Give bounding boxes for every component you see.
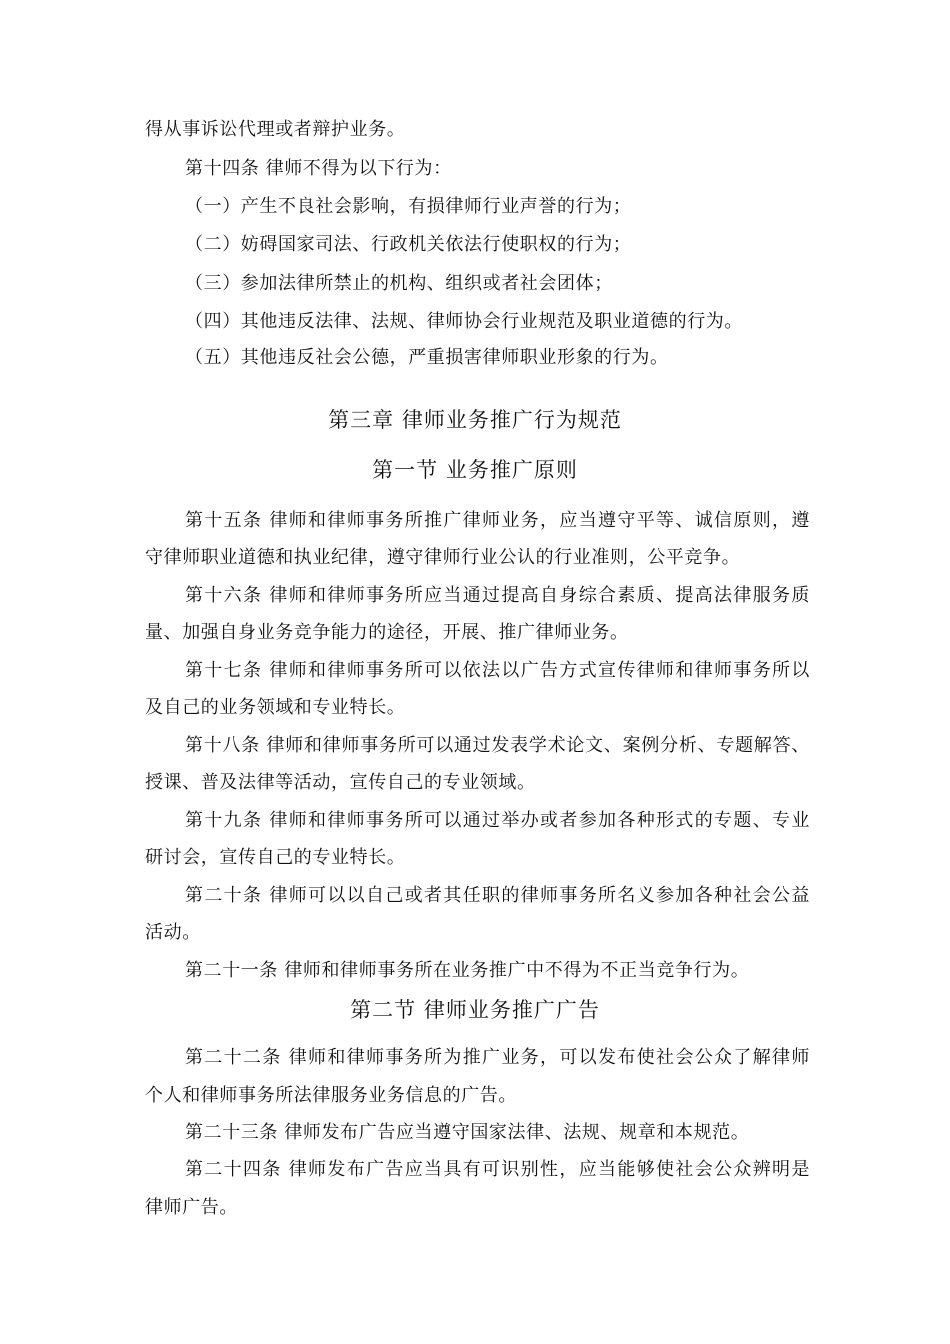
list-item-5: （五）其他违反社会公德，严重损害律师职业形象的行为。 [185, 347, 669, 368]
article-17-line-1: 第十七条 律师和律师事务所可以依法以广告方式宣传律师和律师事务所以 [185, 660, 810, 681]
article-18-line-1: 第十八条 律师和律师事务所可以通过发表学术论文、案例分析、专题解答、 [185, 735, 810, 756]
text-line: 得从事诉讼代理或者辩护业务。 [145, 119, 406, 140]
article-15-line-1: 第十五条 律师和律师事务所推广律师业务，应当遵守平等、诚信原则，遵 [185, 510, 810, 531]
article-24-line-1: 第二十四条 律师发布广告应当具有可识别性，应当能够使社会公众辨明是 [185, 1159, 810, 1180]
list-item-1: （一）产生不良社会影响，有损律师行业声誉的行为； [185, 196, 632, 217]
section-title: 第一节 业务推广原则 [372, 458, 578, 482]
article-18-line-2: 授课、普及法律等活动，宣传自己的专业领域。 [145, 772, 536, 793]
article-22-line-2: 个人和律师事务所法律服务业务信息的广告。 [145, 1085, 517, 1106]
article-22-line-1: 第二十二条 律师和律师事务所为推广业务，可以发布使社会公众了解律师 [185, 1047, 810, 1068]
chapter-title: 第三章 律师业务推广行为规范 [328, 408, 622, 432]
list-item-4: （四）其他违反法律、法规、律师协会行业规范及职业道德的行为。 [185, 311, 743, 332]
article-19-line-1: 第十九条 律师和律师事务所可以通过举办或者参加各种形式的专题、专业 [185, 810, 810, 831]
article-16-line-2: 量、加强自身业务竞争能力的途径，开展、推广律师业务。 [145, 622, 629, 643]
article-24-line-2: 律师广告。 [145, 1197, 238, 1218]
article-21: 第二十一条 律师和律师事务所在业务推广中不得为不正当竞争行为。 [185, 960, 750, 981]
article-20-line-1: 第二十条 律师可以以自己或者其任职的律师事务所名义参加各种社会公益 [185, 885, 810, 906]
list-item-2: （二）妨碍国家司法、行政机关依法行使职权的行为； [185, 234, 632, 255]
article-16-line-1: 第十六条 律师和律师事务所应当通过提高自身综合素质、提高法律服务质 [185, 585, 810, 606]
article-19-line-2: 研讨会，宣传自己的专业特长。 [145, 847, 406, 868]
article-17-line-2: 及自己的业务领域和专业特长。 [145, 697, 406, 718]
list-item-3: （三）参加法律所禁止的机构、组织或者社会团体； [185, 273, 613, 294]
section-title: 第二节 律师业务推广广告 [350, 998, 600, 1022]
article-14-heading: 第十四条 律师不得为以下行为： [185, 158, 452, 179]
article-23: 第二十三条 律师发布广告应当遵守国家法律、法规、规章和本规范。 [185, 1122, 750, 1143]
article-20-line-2: 活动。 [145, 922, 201, 943]
article-15-line-2: 守律师职业道德和执业纪律，遵守律师行业公认的行业准则，公平竞争。 [145, 547, 741, 568]
